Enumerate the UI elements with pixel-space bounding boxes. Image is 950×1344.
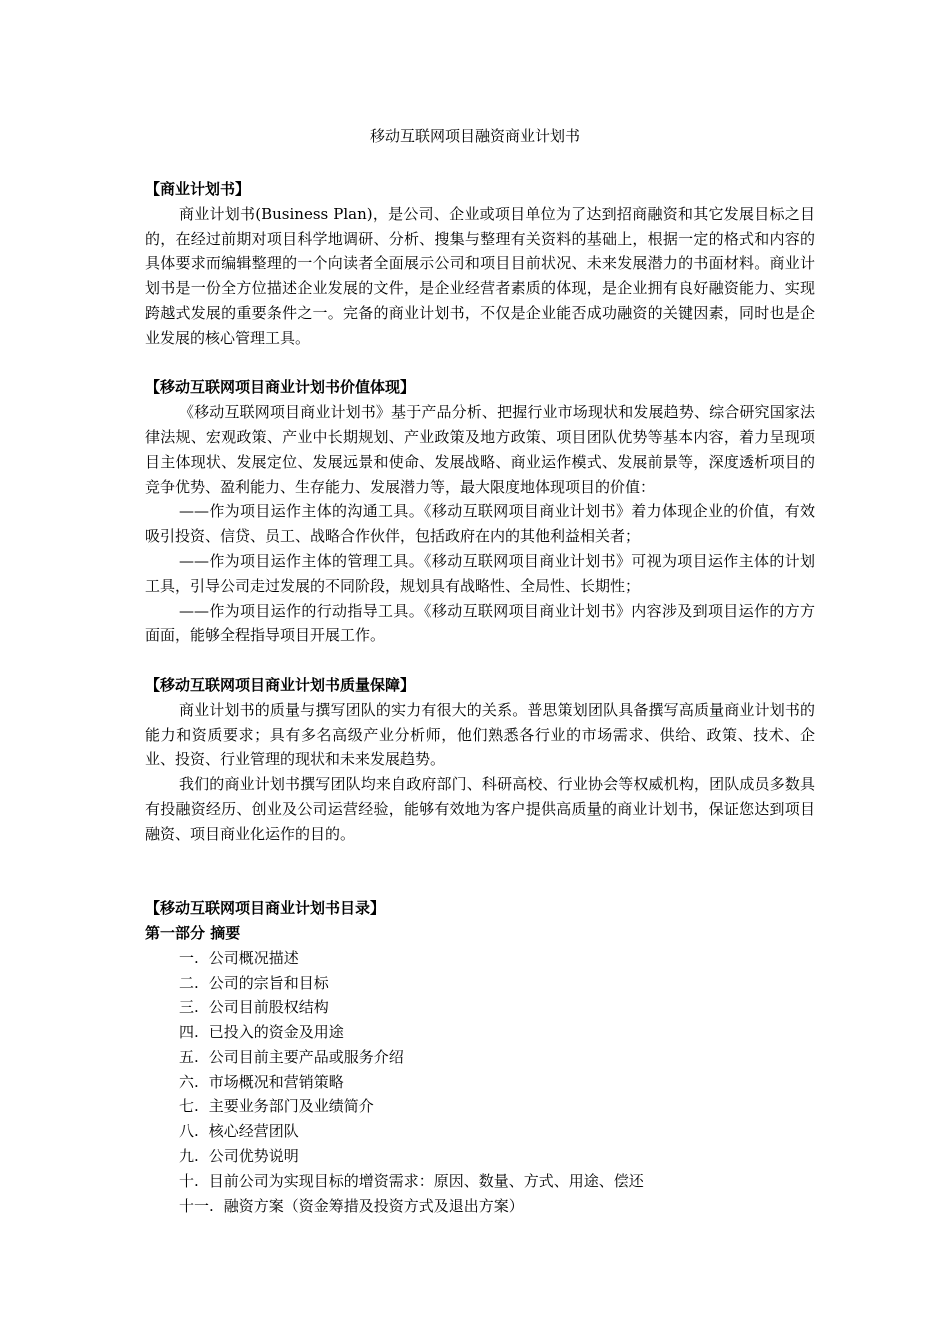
toc-item-number: 一. xyxy=(179,948,199,967)
quality-paragraph: 商业计划书的质量与撰写团队的实力有很大的关系。普思策划团队具备撰写高质量商业计划书的能力和资质要求；具有多名高级产业分析师，他们熟悉各行业的市场需求、供给、政策、技术、企业、投资、行业管理的现状和未来发展趋势。 xyxy=(145,700,815,769)
section-toc xyxy=(145,896,815,1218)
value-paragraph: 《移动互联网项目商业计划书》基于产品分析、把握行业市场现状和发展趋势、综合研究国家法律法规、宏观政策、产业中长期规划、产业政策及地方政策、项目团队优势等基本内容，着力呈现项目主体现状、发展定位、发展远景和使命、发展战略、商业运作模式、发展前景等，深度透析项目的竞争优势、盈利能力、生存能力、发展潜力等，最大限度地体现项目的价值： xyxy=(145,403,815,496)
toc-item xyxy=(179,1070,815,1095)
quality-paragraph: 我们的商业计划书撰写团队均来自政府部门、科研高校、行业协会等权威机构，团队成员多数具有投融资经历、创业及公司运营经验，能够有效地为客户提供高质量的商业计划书，保证您达到项目融资、项目商业化运作的目的。 xyxy=(145,775,815,843)
toc-item-text: 目前公司为实现目标的增资需求：原因、数量、方式、用途、偿还 xyxy=(208,1171,644,1190)
toc-item-number: 十. xyxy=(179,1171,199,1190)
section-heading-intro: 【商业计划书】 xyxy=(145,180,251,198)
toc-item-number: 七. xyxy=(179,1097,199,1116)
section-intro xyxy=(145,177,815,351)
section-heading-value: 【移动互联网项目商业计划书价值体现】 xyxy=(145,378,416,397)
toc-item xyxy=(179,1194,815,1219)
toc-item-text: 公司目前股权结构 xyxy=(208,998,329,1017)
toc-item xyxy=(179,1045,815,1070)
toc-item xyxy=(179,946,815,971)
toc-item-number: 十一. xyxy=(179,1196,214,1215)
value-paragraph: ——作为项目运作的行动指导工具。《移动互联网项目商业计划书》内容涉及到项目运作的方方面面，能够全程指导项目开展工作。 xyxy=(145,601,815,645)
document-title: 移动互联网项目融资商业计划书 xyxy=(369,127,580,145)
toc-item-text: 市场概况和营销策略 xyxy=(208,1072,344,1091)
toc-item xyxy=(179,1119,815,1144)
toc-item-number: 八. xyxy=(179,1122,199,1141)
toc-item-number: 二. xyxy=(179,973,199,992)
document-body xyxy=(145,177,815,1243)
toc-list xyxy=(145,946,815,1219)
section-value xyxy=(145,375,815,648)
toc-item-text: 主要业务部门及业绩简介 xyxy=(208,1097,374,1116)
toc-item xyxy=(179,1169,815,1194)
toc-part-title: 第一部分 摘要 xyxy=(145,923,241,942)
toc-item-number: 五. xyxy=(179,1047,199,1066)
toc-item-text: 公司目前主要产品或服务介绍 xyxy=(208,1047,404,1066)
toc-item xyxy=(179,1020,815,1045)
toc-item-text: 公司概况描述 xyxy=(208,948,299,967)
section-quality xyxy=(145,673,815,847)
value-paragraph: ——作为项目运作主体的管理工具。《移动互联网项目商业计划书》可视为项目运作主体的计划工具，引导公司走过发展的不同阶段，规划具有战略性、全局性、长期性； xyxy=(145,551,815,595)
toc-item-text: 已投入的资金及用途 xyxy=(208,1023,344,1042)
toc-item-text: 核心经营团队 xyxy=(208,1122,299,1141)
value-paragraph: ——作为项目运作主体的沟通工具。《移动互联网项目商业计划书》着力体现企业的价值，有效吸引投资、信贷、员工、战略合作伙伴，包括政府在内的其他利益相关者； xyxy=(145,502,815,546)
section-heading-quality: 【移动互联网项目商业计划书质量保障】 xyxy=(145,675,416,694)
toc-item-number: 三. xyxy=(179,998,199,1017)
toc-item-number: 九. xyxy=(179,1147,199,1166)
section-heading-toc: 【移动互联网项目商业计划书目录】 xyxy=(145,899,386,918)
toc-item xyxy=(179,995,815,1020)
toc-item-text: 公司的宗旨和目标 xyxy=(208,973,329,992)
intro-paragraph: 商业计划书(Business Plan)，是公司、企业或项目单位为了达到招商融资和其它发展目标之目的，在经过前期对项目科学地调研、分析、搜集与整理有关资料的基础上，根据一定的格式和内容的具体要求而编辑整理的一个向读者全面展示公司和项目目前状况、未来发展潜力的书面材料。商业计划书是一份全方位描述企业发展的文件，是企业经营者素质的体现，是企业拥有良好融资能力、实现跨越式发展的重要条件之一。完备的商业计划书，不仅是企业能否成功融资的关键因素，同时也是企业发展的核心管理工具。 xyxy=(145,204,815,347)
toc-item-text: 融资方案（资金筹措及投资方式及退出方案） xyxy=(223,1196,524,1215)
toc-item xyxy=(179,1094,815,1119)
toc-item xyxy=(179,1144,815,1169)
toc-item xyxy=(179,971,815,996)
toc-item-number: 四. xyxy=(179,1023,199,1042)
toc-item-number: 六. xyxy=(179,1072,199,1091)
toc-item-text: 公司优势说明 xyxy=(208,1147,299,1166)
